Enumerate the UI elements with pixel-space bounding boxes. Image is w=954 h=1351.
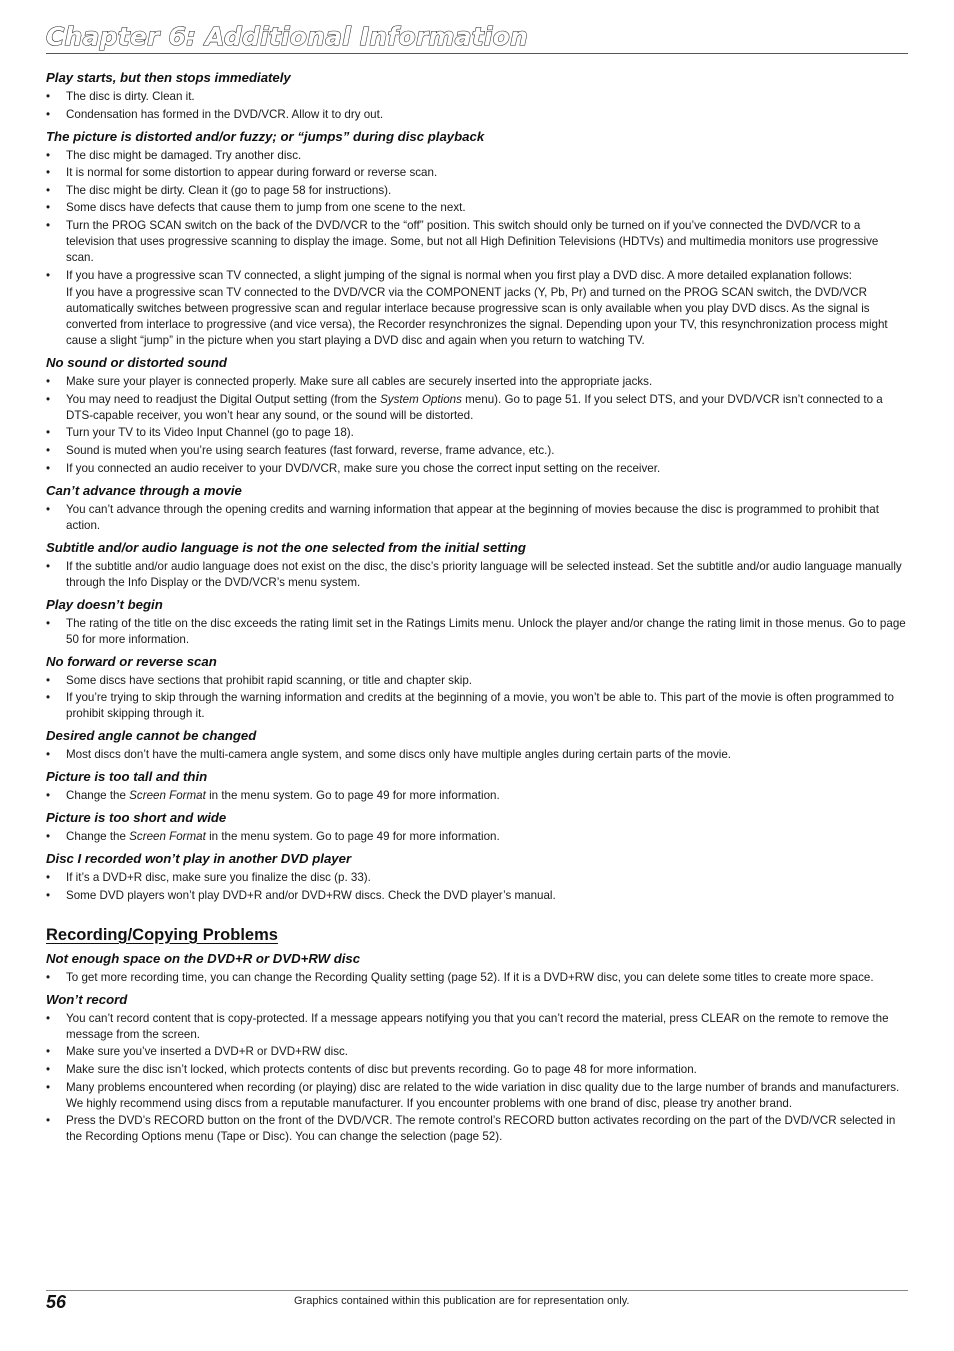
bullet-item — [46, 673, 908, 689]
bullet-list — [46, 829, 908, 845]
bullet-emphasis: System Options — [380, 392, 462, 406]
bullet-text: Make sure the disc isn’t locked, which protects contents of disc but prevents recording. Go to page 48 for more information. — [66, 1062, 697, 1076]
bullet-text: in the menu system. Go to page 49 for more information. — [205, 830, 500, 844]
bullet-item — [46, 443, 908, 459]
section-title-recording: Recording/Copying Problems — [46, 925, 278, 944]
bullet-item — [46, 425, 908, 441]
footer-divider — [46, 1290, 908, 1291]
bullet-list — [46, 502, 908, 534]
document-body — [46, 70, 908, 1151]
bullet-item — [46, 870, 908, 886]
bullet-item — [46, 1044, 908, 1060]
bullet-text: The disc might be damaged. Try another disc. — [66, 148, 302, 162]
bullet-text: Some discs have sections that prohibit rapid scanning, or title and chapter skip. — [66, 673, 473, 687]
bullet-continuation: If you have a progressive scan TV connected to the DVD/VCR via the COMPONENT jacks (Y, Pb, Pr) and turned on the PROG SCAN switch, the DVD/VCR automatically switches between progressive scan and regular interlace because progressive scan is only available when you play DVD discs. As the signal is converted from interlace to progressive (and vice versa), the Recorder resynchronizes the signal. Depending upon your TV, this resynchronization process might cause a slight “jump” in the picture when you start playing a DVD disc and again when you return to watching TV. — [66, 286, 888, 348]
bullet-text: menu). Go to page 51. If you select DTS, and your DVD/VCR isn’t connected to a DTS-capable receiver, you won’t hear any sound, or the sound will be distorted. — [66, 392, 883, 422]
trouble-heading: Subtitle and/or audio language is not the one selected from the initial setting — [46, 539, 526, 555]
bullet-text: Condensation has formed in the DVD/VCR. Allow it to dry out. — [66, 107, 384, 121]
footer-note: Graphics contained within this publication are for representation only. — [294, 1295, 630, 1307]
bullet-item — [46, 970, 908, 986]
bullet-list — [46, 374, 908, 476]
bullet-item — [46, 888, 908, 904]
bullet-text: You may need to readjust the Digital Output setting (from the — [66, 392, 381, 406]
troubleshooting-sections — [46, 70, 908, 904]
bullet-text: If you connected an audio receiver to your DVD/VCR, make sure you chose the correct input setting on the receiver. — [66, 461, 661, 475]
trouble-block — [46, 769, 908, 804]
bullet-text: Some DVD players won’t play DVD+R and/or DVD+RW discs. Check the DVD player’s manual. — [66, 888, 556, 902]
bullet-item — [46, 183, 908, 199]
trouble-heading: Play doesn’t begin — [46, 596, 163, 612]
bullet-list — [46, 747, 908, 763]
bullet-text: Sound is muted when you’re using search features (fast forward, reverse, frame advance, etc.). — [66, 443, 555, 457]
bullet-item — [46, 268, 908, 284]
bullet-item — [46, 107, 908, 123]
bullet-text: You can’t record content that is copy-protected. If a message appears notifying you that you can’t record the material, press CLEAR on the remote to remove the message from the screen. — [66, 1011, 889, 1041]
trouble-heading: Desired angle cannot be changed — [46, 728, 257, 744]
bullet-text: You can’t advance through the opening credits and warning information that appear at the beginning of movies because the disc is programmed to prohibit that action. — [66, 502, 879, 532]
bullet-item — [46, 374, 908, 390]
trouble-heading: Can’t advance through a movie — [46, 482, 242, 498]
trouble-block — [46, 483, 908, 534]
trouble-block — [46, 654, 908, 723]
bullet-list — [46, 616, 908, 648]
chapter-title: Chapter 6: Additional Information — [46, 22, 529, 51]
bullet-item — [46, 218, 908, 266]
bullet-item — [46, 747, 908, 763]
bullet-item — [46, 1062, 908, 1078]
bullet-item — [46, 690, 908, 722]
bullet-item — [46, 788, 908, 804]
bullet-item — [46, 1080, 908, 1112]
trouble-heading: Picture is too tall and thin — [46, 769, 208, 785]
bullet-item — [46, 461, 908, 477]
trouble-heading: Not enough space on the DVD+R or DVD+RW disc — [46, 950, 361, 966]
bullet-item — [46, 165, 908, 181]
trouble-block — [46, 851, 908, 904]
bullet-emphasis: Screen Format — [129, 789, 206, 803]
bullet-item — [46, 829, 908, 845]
bullet-list — [46, 673, 908, 723]
trouble-heading: Play starts, but then stops immediately — [46, 70, 291, 85]
bullet-text: The rating of the title on the disc exceeds the rating limit set in the Ratings Limits menu. Unlock the player and/or change the rating limit in those menus. Go to page 50 for more information. — [66, 616, 906, 646]
bullet-list — [46, 559, 908, 591]
bullet-list — [46, 1011, 908, 1145]
trouble-heading: No sound or distorted sound — [46, 355, 227, 371]
page-number: 56 — [46, 1292, 67, 1312]
trouble-block — [46, 810, 908, 845]
bullet-text: Change the — [66, 789, 130, 803]
bullet-item — [46, 616, 908, 648]
bullet-item — [46, 559, 908, 591]
bullet-text: Make sure your player is connected properly. Make sure all cables are securely inserted into the appropriate jacks. — [66, 375, 653, 389]
bullet-text: If you have a progressive scan TV connected, a slight jumping of the signal is normal when you first play a DVD disc. A more detailed explanation follows: — [66, 268, 853, 282]
bullet-text: To get more recording time, you can change the Recording Quality setting (page 52). If it is a DVD+RW disc, you can delete some titles to create more space. — [66, 970, 874, 984]
bullet-item — [46, 1011, 908, 1043]
trouble-block — [46, 70, 908, 123]
bullet-text: Make sure you’ve inserted a DVD+R or DVD+RW disc. — [66, 1045, 349, 1059]
bullet-text: The disc might be dirty. Clean it (go to page 58 for instructions). — [66, 183, 392, 197]
trouble-block — [46, 129, 908, 350]
trouble-heading: No forward or reverse scan — [46, 653, 217, 669]
bullet-text: in the menu system. Go to page 49 for more information. — [205, 789, 500, 803]
bullet-text: If you’re trying to skip through the warning information and credits at the beginning of a movie, you won’t be able to. This part of the movie is often programmed to prohibit skipping through it. — [66, 691, 894, 721]
trouble-heading: Won’t record — [46, 991, 128, 1007]
bullet-list — [46, 148, 908, 350]
bullet-text: Some discs have defects that cause them to jump from one scene to the next. — [66, 201, 466, 215]
bullet-text: Turn your TV to its Video Input Channel (go to page 18). — [66, 426, 354, 440]
trouble-heading: Disc I recorded won’t play in another DVD player — [46, 851, 352, 867]
bullet-item — [46, 200, 908, 216]
bullet-item — [46, 1113, 908, 1145]
bullet-item — [46, 502, 908, 534]
bullet-text: Change the — [66, 830, 130, 844]
bullet-text: The disc is dirty. Clean it. — [66, 90, 195, 103]
trouble-block — [46, 355, 908, 476]
bullet-item — [46, 89, 908, 105]
bullet-item — [46, 392, 908, 424]
trouble-heading: Picture is too short and wide — [46, 810, 227, 826]
trouble-block — [46, 951, 908, 986]
bullet-emphasis: Screen Format — [129, 830, 206, 844]
trouble-block — [46, 597, 908, 648]
bullet-list — [46, 970, 908, 986]
bullet-text: Press the DVD’s RECORD button on the front of the DVD/VCR. The remote control’s RECORD button activates recording on the part of the DVD/VCR selected in the Recording Options menu (Tape or Disc). You can change the selection (page 52). — [66, 1114, 896, 1144]
title-divider — [46, 53, 908, 54]
bullet-text: Many problems encountered when recording (or playing) disc are related to the wide variation in disc quality due to the large number of brands and manufacturers. We highly recommend using discs from a reputable manufacturer. If you encounter problems with one brand of disc, please try another brand. — [66, 1080, 900, 1110]
bullet-text: Turn the PROG SCAN switch on the back of the DVD/VCR to the “off” position. This switch should only be turned on if you’ve connected the DVD/VCR to a television that uses progressive scanning to display the image. Some, but not all High Definition Televisions (HDTVs) and multimedia monitors use progressive scan. — [66, 218, 879, 264]
trouble-block — [46, 992, 908, 1145]
bullet-text: It is normal for some distortion to appear during forward or reverse scan. — [66, 166, 438, 180]
bullet-text: If the subtitle and/or audio language does not exist on the disc, the disc’s priority language will be selected instead. Set the subtitle and/or audio language manually through the Info Display or the DVD/VCR’s menu system. — [66, 559, 902, 589]
bullet-item — [46, 148, 908, 164]
bullet-text: Most discs don’t have the multi-camera angle system, and some discs only have multiple angles during certain parts of the movie. — [66, 748, 732, 762]
bullet-list — [46, 788, 908, 804]
recording-sections — [46, 951, 908, 1145]
bullet-list — [46, 870, 908, 904]
bullet-list — [46, 89, 908, 123]
trouble-block — [46, 728, 908, 763]
bullet-text: If it’s a DVD+R disc, make sure you finalize the disc (p. 33). — [66, 871, 371, 885]
trouble-heading: The picture is distorted and/or fuzzy; or “jumps” during disc playback — [46, 128, 485, 144]
trouble-block — [46, 540, 908, 591]
